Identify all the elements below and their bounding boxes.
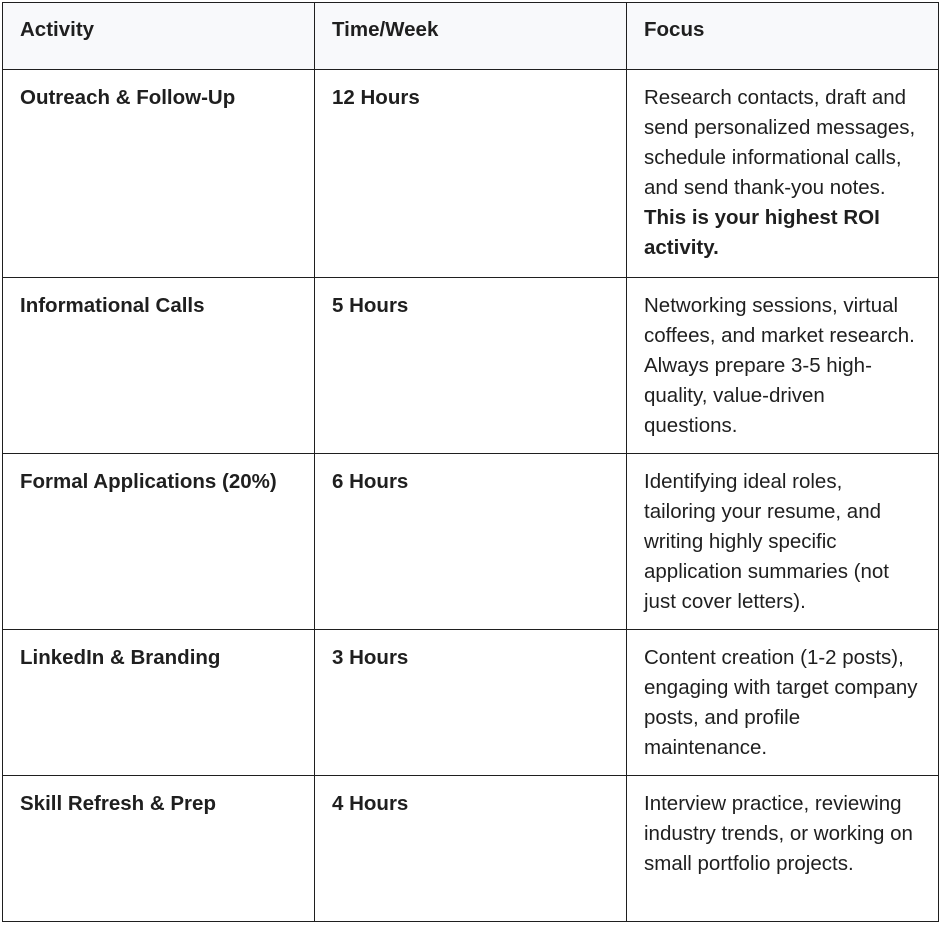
focus-cell bbox=[627, 70, 939, 278]
time-cell: 12 Hours bbox=[315, 70, 627, 278]
column-header-time-week: Time/Week bbox=[315, 3, 627, 70]
table-body bbox=[3, 70, 939, 922]
table-row bbox=[3, 776, 939, 922]
time-cell: 6 Hours bbox=[315, 454, 627, 630]
focus-cell: Identifying ideal roles, tailoring your resume, and writing highly specific application summaries (not just cover letters). bbox=[627, 454, 939, 630]
table-row bbox=[3, 70, 939, 278]
table-row bbox=[3, 454, 939, 630]
column-header-activity: Activity bbox=[3, 3, 315, 70]
activity-cell: Skill Refresh & Prep bbox=[3, 776, 315, 922]
weekly-schedule-table bbox=[2, 2, 939, 922]
time-cell: 5 Hours bbox=[315, 278, 627, 454]
time-cell: 4 Hours bbox=[315, 776, 627, 922]
focus-cell: Interview practice, reviewing industry trends, or working on small portfolio projects. bbox=[627, 776, 939, 922]
table-row bbox=[3, 630, 939, 776]
activity-cell: LinkedIn & Branding bbox=[3, 630, 315, 776]
activity-cell: Outreach & Follow-Up bbox=[3, 70, 315, 278]
table-row bbox=[3, 278, 939, 454]
focus-text: Research contacts, draft and send personalized messages, schedule informational calls, and send thank-you notes. bbox=[644, 86, 916, 199]
column-header-focus: Focus bbox=[627, 3, 939, 70]
activity-cell: Formal Applications (20%) bbox=[3, 454, 315, 630]
focus-cell: Content creation (1-2 posts), engaging with target company posts, and profile maintenance. bbox=[627, 630, 939, 776]
weekly-schedule-table-container bbox=[2, 2, 938, 922]
time-cell: 3 Hours bbox=[315, 630, 627, 776]
focus-emphasis-text: This is your highest ROI activity. bbox=[644, 206, 880, 259]
focus-cell: Networking sessions, virtual coffees, and market research. Always prepare 3-5 high-quality, value-driven questions. bbox=[627, 278, 939, 454]
header-row bbox=[3, 3, 939, 70]
activity-cell: Informational Calls bbox=[3, 278, 315, 454]
table-header bbox=[3, 3, 939, 70]
